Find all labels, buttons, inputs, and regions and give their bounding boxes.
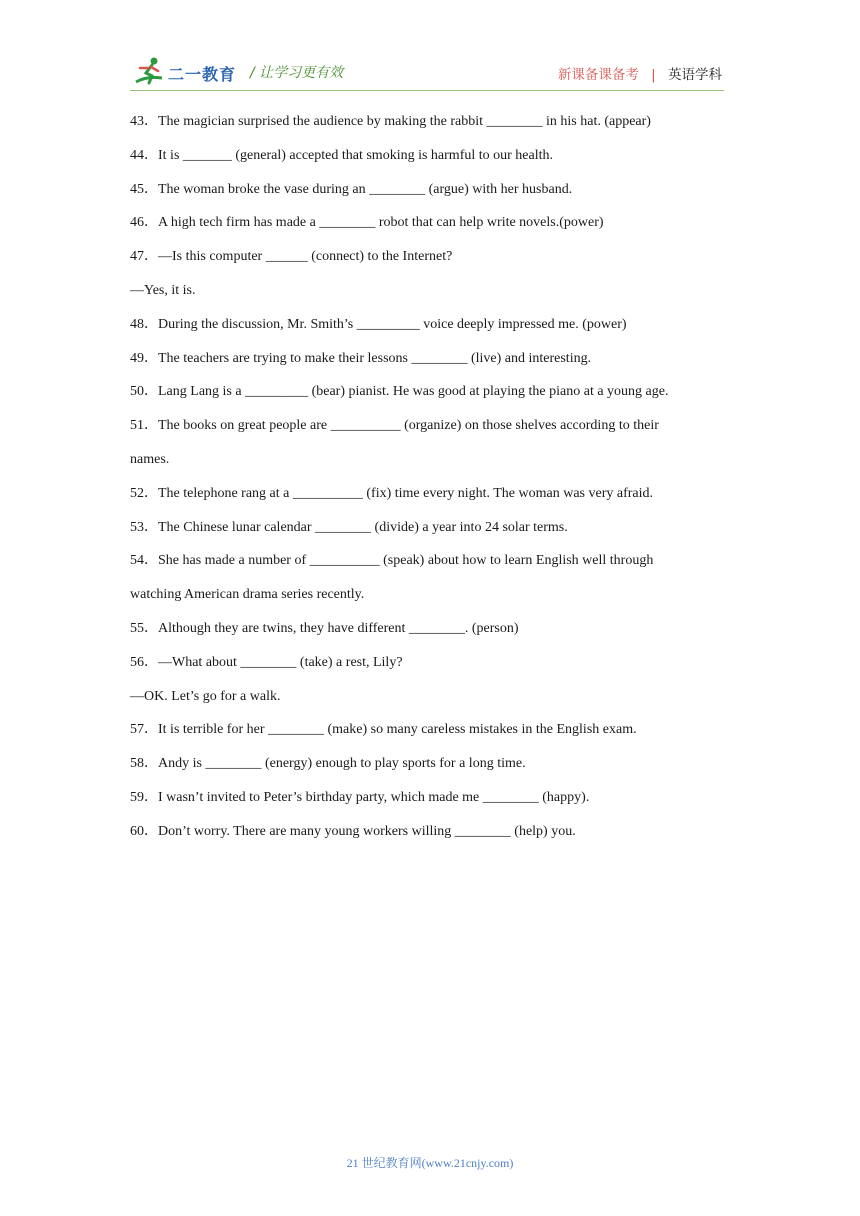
exercise-line: 49．The teachers are trying to make their lessons ________ (live) and interesting.: [130, 350, 592, 366]
header-course-label: 新课备课备考: [557, 67, 639, 83]
exercise-line: 59．I wasn’t invited to Peter’s birthday party, which made me ________ (happy).: [130, 789, 590, 805]
exercise-line: 50．Lang Lang is a _________ (bear) pianist. He was good at playing the piano at a young age.: [130, 384, 669, 400]
exercise-line: —Yes, it is.: [130, 282, 196, 298]
exercise-line: 48．During the discussion, Mr. Smith’s _________ voice deeply impressed me. (power): [130, 316, 627, 332]
brand-slogan: / 让学习更有效: [250, 65, 344, 81]
exercise-line: 55．Although they are twins, they have different ________. (person): [130, 620, 519, 636]
exercise-line: 51．The books on great people are __________ (organize) on those shelves according to their: [130, 418, 659, 434]
exercise-list: [130, 110, 730, 854]
exercise-line: 56．—What about ________ (take) a rest, Lily?: [130, 654, 403, 670]
page-header: [0, 0, 860, 100]
exercise-line: 54．She has made a number of __________ (speak) about how to learn English well through: [130, 553, 654, 569]
exercise-line: names.: [130, 451, 170, 467]
exercise-line: 45．The woman broke the vase during an ________ (argue) with her husband.: [130, 181, 573, 197]
exercise-line: 53．The Chinese lunar calendar ________ (divide) a year into 24 solar terms.: [130, 519, 568, 535]
exercise-line: 60．Don’t worry. There are many young workers willing ________ (help) you.: [130, 823, 576, 839]
exercise-line: —OK. Let’s go for a walk.: [130, 688, 281, 704]
running-person-logo-icon: [132, 56, 166, 88]
exercise-line: 58．Andy is ________ (energy) enough to play sports for a long time.: [130, 756, 526, 772]
header-separator: |: [651, 67, 656, 83]
exercise-line: watching American drama series recently.: [130, 587, 365, 603]
exercise-line: 52．The telephone rang at a __________ (fix) time every night. The woman was very afraid.: [130, 485, 654, 501]
exercise-line: 43．The magician surprised the audience by making the rabbit ________ in his hat. (appear): [130, 114, 651, 129]
exercise-line: 57．It is terrible for her ________ (make) so many careless mistakes in the English exam.: [130, 722, 637, 738]
header-right-labels: [558, 63, 722, 83]
header-subject-label: 英语学科: [668, 67, 722, 83]
exercise-line: 44．It is _______ (general) accepted that smoking is harmful to our health.: [130, 147, 554, 163]
exercise-line: 46．A high tech firm has made a ________ robot that can help write novels.(power): [130, 215, 604, 231]
page-footer: 21 世纪教育网(www.21cnjy.com): [346, 1156, 514, 1170]
brand-logo-text: 二一教育: [168, 65, 237, 84]
header-divider: [130, 90, 724, 91]
exercise-line: 47．—Is this computer ______ (connect) to the Internet?: [130, 249, 453, 265]
